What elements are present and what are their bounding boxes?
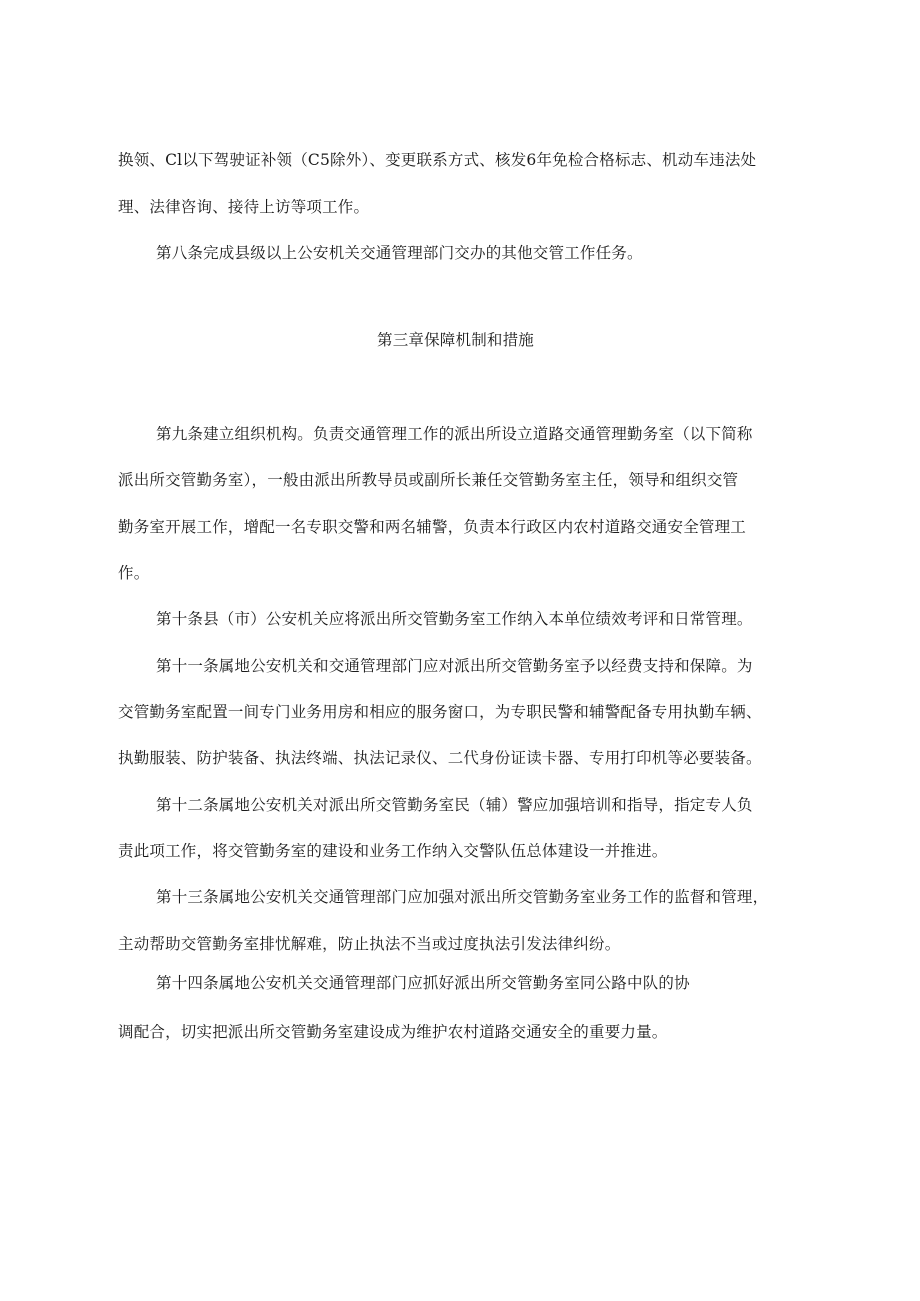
chapter-3-heading: 第三章保障机制和措施	[377, 331, 535, 349]
article-11-line-3: 执勤服装、防护装备、执法终端、执法记录仪、二代身份证读卡器、专用打印机等必要装备。	[118, 749, 762, 767]
article-12-line-1: 第十二条属地公安机关对派出所交管勤务室民（辅）警应加强培训和指导，指定专人负	[156, 796, 753, 814]
article-14-line-1: 第十四条属地公安机关交通管理部门应抓好派出所交管勤务室同公路中队的协	[156, 974, 690, 992]
article-14-line-2: 调配合，切实把派出所交管勤务室建设成为维护农村道路交通安全的重要力量。	[118, 1023, 668, 1041]
article-13-line-1: 第十三条属地公安机关交通管理部门应加强对派出所交管勤务室业务工作的监督和管理，	[156, 888, 769, 906]
article-9-line-3: 勤务室开展工作，增配一名专职交警和两名辅警，负责本行政区内农村道路交通安全管理工	[118, 518, 747, 536]
article-10: 第十条县（市）公安机关应将派出所交管勤务室工作纳入本单位绩效考评和日常管理。	[156, 610, 753, 628]
intro-line-2: 理、法律咨询、接待上访等项工作。	[118, 198, 370, 216]
article-9-line-2: 派出所交管勤务室），一般由派出所教导员或副所长兼任交管勤务室主任，领导和组织交管	[118, 471, 739, 489]
intro-line-1: 换领、Cl以下驾驶证补领（C5除外）、变更联系方式、核发6年免检合格标志、机动车违法处	[118, 151, 757, 169]
article-11-line-2: 交管勤务室配置一间专门业务用房和相应的服务窗口，为专职民警和辅警配备专用执勤车辆、	[118, 703, 762, 721]
article-9-line-4: 作。	[118, 564, 150, 582]
article-8: 第八条完成县级以上公安机关交通管理部门交办的其他交管工作任务。	[156, 244, 643, 262]
article-9-line-1: 第九条建立组织机构。负责交通管理工作的派出所设立道路交通管理勤务室（以下简称	[156, 425, 753, 443]
article-13-line-2: 主动帮助交管勤务室排忧解难，防止执法不当或过度执法引发法律纠纷。	[118, 935, 621, 953]
article-11-line-1: 第十一条属地公安机关和交通管理部门应对派出所交管勤务室予以经费支持和保障。为	[156, 657, 753, 675]
article-12-line-2: 责此项工作，将交管勤务室的建设和业务工作纳入交警队伍总体建设一并推进。	[118, 842, 668, 860]
